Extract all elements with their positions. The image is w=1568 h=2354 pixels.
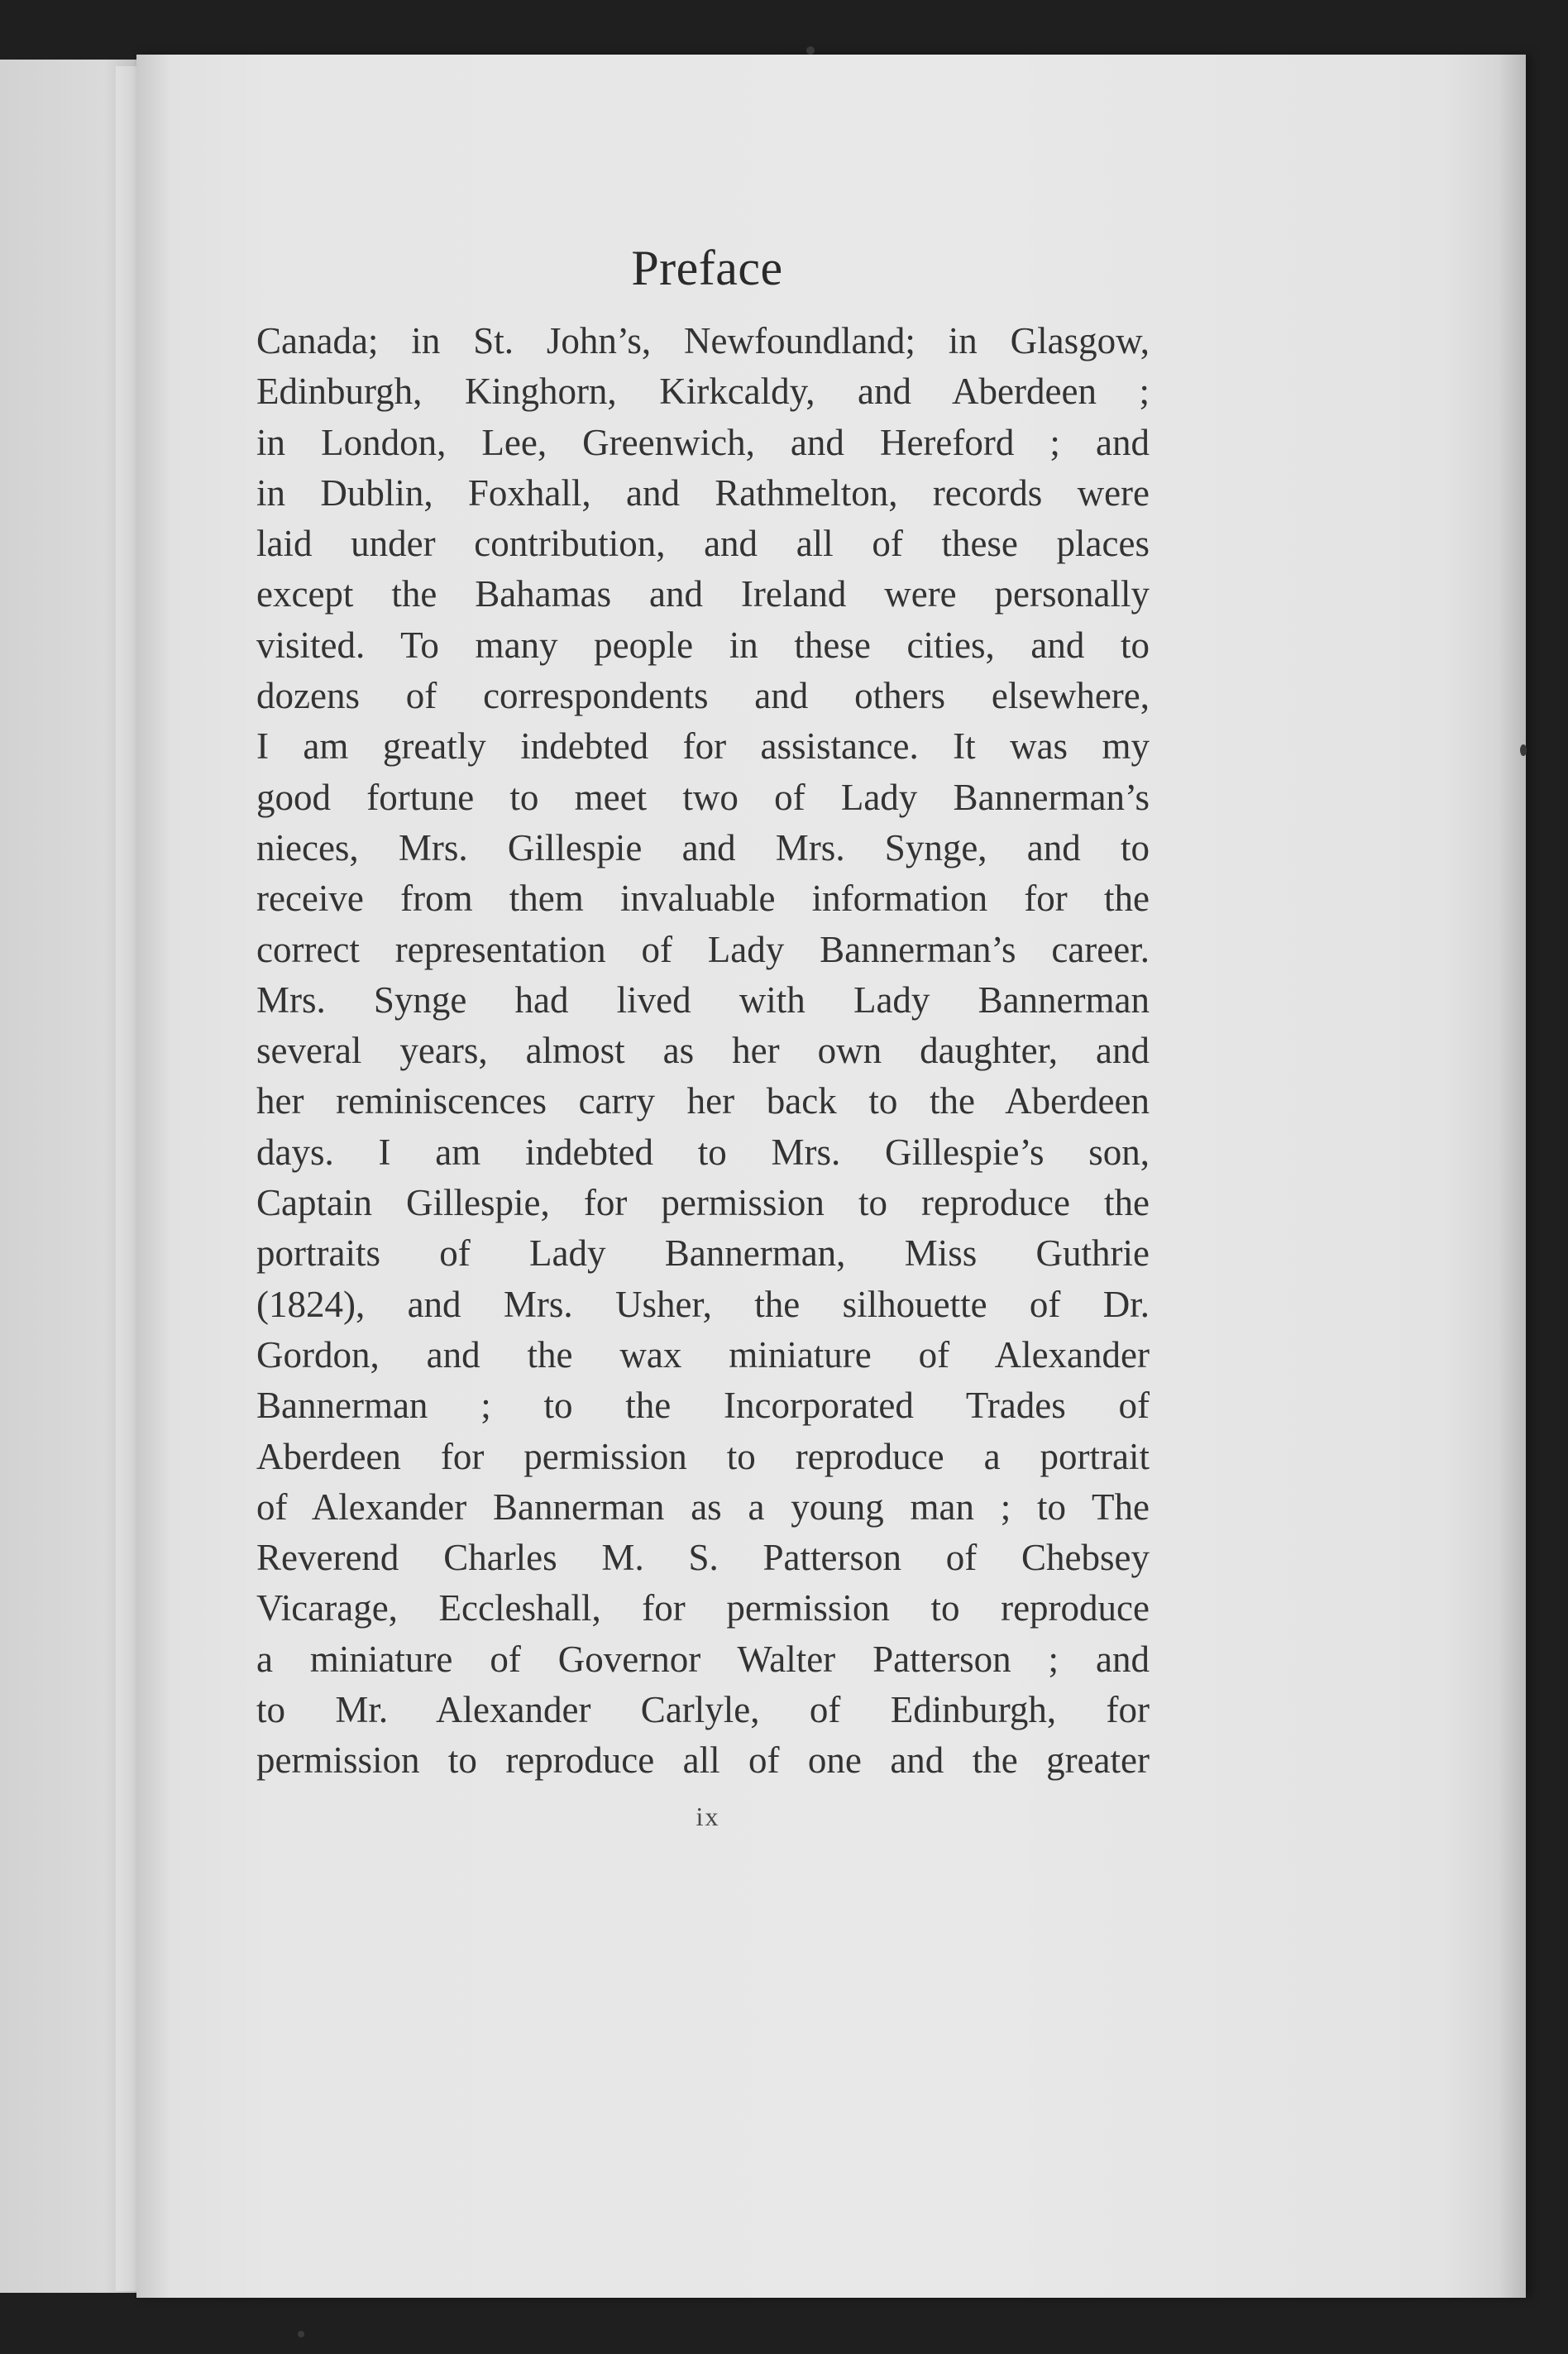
text-line: Gordon, and the wax miniature of Alexander: [256, 1333, 1150, 1376]
scan-speck: [806, 46, 815, 55]
text-line: several years, almost as her own daughter, and: [256, 1030, 1150, 1072]
text-line: permission to reproduce all of one and the greater: [256, 1739, 1150, 1782]
text-line: laid under contribution, and all of these places: [256, 523, 1150, 565]
text-line: a miniature of Governor Walter Patterson ; and: [256, 1638, 1150, 1680]
text-line: Vicarage, Eccleshall, for permission to reproduce: [256, 1587, 1150, 1629]
text-line: (1824), and Mrs. Usher, the silhouette of Dr.: [256, 1283, 1150, 1325]
text-line: dozens of correspondents and others elsewhere,: [256, 675, 1150, 717]
text-line: good fortune to meet two of Lady Bannerman’s: [256, 776, 1150, 818]
text-line: Bannerman ; to the Incorporated Trades of: [256, 1385, 1150, 1427]
text-line: portraits of Lady Bannerman, Miss Guthrie: [256, 1232, 1150, 1275]
book-page: [136, 55, 1526, 2298]
text-line: I am greatly indebted for assistance. It was my: [256, 725, 1150, 768]
text-line: visited. To many people in these cities, and to: [256, 624, 1150, 666]
text-line: in Dublin, Foxhall, and Rathmelton, records were: [256, 471, 1150, 514]
text-line: to Mr. Alexander Carlyle, of Edinburgh, for: [256, 1689, 1150, 1731]
text-line: in London, Lee, Greenwich, and Hereford ; and: [256, 421, 1150, 463]
text-line: days. I am indebted to Mrs. Gillespie’s son,: [256, 1131, 1150, 1173]
text-line: nieces, Mrs. Gillespie and Mrs. Synge, and to: [256, 826, 1150, 868]
scan-speck: [1520, 744, 1527, 756]
text-line: Reverend Charles M. S. Patterson of Chebsey: [256, 1537, 1150, 1579]
running-head: Preface: [631, 241, 783, 295]
text-line: Edinburgh, Kinghorn, Kirkcaldy, and Aberdeen ;: [256, 371, 1150, 413]
text-line: receive from them invaluable information for the: [256, 878, 1150, 920]
text-line: her reminiscences carry her back to the Aberdeen: [256, 1080, 1150, 1122]
text-line: of Alexander Bannerman as a young man ; to The: [256, 1486, 1150, 1528]
body-text: [256, 316, 1150, 1787]
text-line: correct representation of Lady Bannerman’s career.: [256, 928, 1150, 970]
page-text-block: [256, 238, 1150, 1832]
text-line: Mrs. Synge had lived with Lady Bannerman: [256, 978, 1150, 1021]
page-number: ix: [696, 1801, 720, 1831]
scan-speck: [298, 2331, 304, 2337]
text-line: Captain Gillespie, for permission to reproduce the: [256, 1182, 1150, 1224]
text-line: Aberdeen for permission to reproduce a portrait: [256, 1435, 1150, 1477]
text-line: Canada; in St. John’s, Newfoundland; in Glasgow,: [256, 320, 1150, 361]
text-line: except the Bahamas and Ireland were personally: [256, 573, 1150, 615]
